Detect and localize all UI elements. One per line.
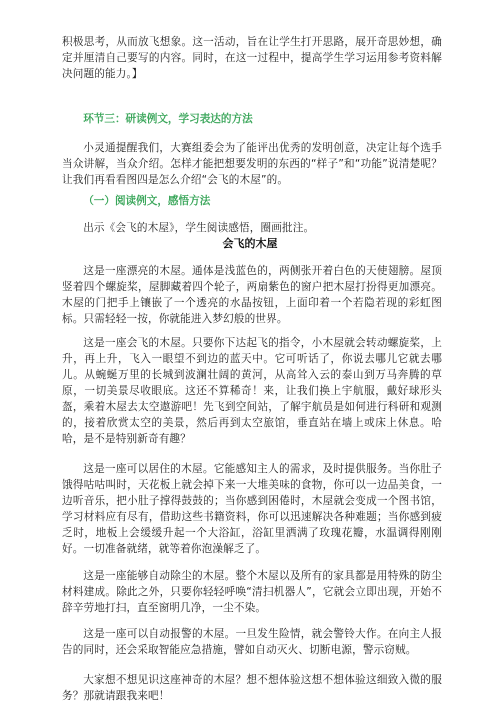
article-paragraph-1: 这是一座漂亮的木屋。通体是浅蓝色的，两侧张开着白色的天使翅膀。屋顶竖着四个螺旋桨，屋脚藏着四个轮子，两扇紫色的窗户把木屋打扮得更加漂亮。木屋的门把手上镶嵌了一个透亮的水晶按钮，上面印着一个若隐若现的彩虹图标。只需轻轻一按，你就能进入梦幻般的世界。	[62, 265, 442, 325]
intro-paragraph: 积极思考，从而放飞想象。这一活动，旨在让学生打开思路，展开奇思妙想，确定并厘清自己要写的内容。同时，在这一过程中，提高学生学习运用参考资料解决问题的能力。】	[62, 36, 442, 80]
subheading: （一）阅读例文，感悟方法	[83, 195, 211, 207]
article-title: 会飞的木屋	[222, 237, 278, 250]
section-heading: 环节三：研读例文，学习表达的方法	[83, 113, 253, 125]
article-paragraph-3: 这是一座可以居住的木屋。它能感知主人的需求，及时提供服务。当你肚子饿得咕咕叫时，天花板上就会掉下来一大堆美味的食物，你可以一边品美食，一边听音乐，把小肚子撑得鼓鼓的；当你感到困倦时，木屋就会变成一个图书馆，学习材料应有尽有，借助这些书籍资料，你可以迅速解决各种难题；当你感到疲乏时，地板上会缓缓升起一个大浴缸，浴缸里洒满了玫瑰花瓣，水温调得刚刚好。一切准备就绪，就等着你泡澡解乏了。	[62, 463, 442, 555]
instruction-text: 出示《会飞的木屋》，学生阅读感悟，圈画批注。	[83, 222, 315, 234]
article-paragraph-4: 这是一座能够自动除尘的木屋。整个木屋以及所有的家具都是用特殊的防尘材料建成。除此之外，只要你轻轻呼唤“清扫机器人”，它就会立即出现，开始不辞辛劳地打扫，直至窗明几净，一尘不染。	[62, 570, 442, 614]
article-paragraph-5: 这是一座可以自动报警的木屋。一旦发生险情，就会警铃大作。在向主人报告的同时，还会采取智能应急措施，譬如自动灭火、切断电源，警示窃贼。	[62, 628, 442, 656]
article-paragraph-2: 这是一座会飞的木屋。只要你下达起飞的指令，小木屋就会转动螺旋桨，上升，再上升，飞入一眼望不到边的蓝天中。它可听话了，你说去哪儿它就去哪儿。从蜿蜒万里的长城到波澜壮阔的黄河，从高耸入云的泰山到万马奔腾的草原，一切美景尽收眼底。这还不算稀奇！来，让我们换上宇航服，戴好球形头盔，乘着木屋去太空遨游吧！先飞到空间站，了解宇航员是如何进行科研和观测的，接着欣赏太空的美景，然后再到太空旅馆，垂直站在墙上或床上休息。哈哈，是不是特别新奇有趣？	[62, 337, 442, 445]
section-intro-paragraph: 小灵通提醒我们，大赛组委会为了能评出优秀的发明创意，决定让每个选手当众讲解，当众介绍。怎样才能把想要发明的东西的“样子”和“功能”说清楚呢？让我们再看看图四是怎么介绍“会飞的木屋”的。	[62, 142, 442, 186]
closing-paragraph: 大家想不想见识这座神奇的木屋？想不想体验这想不想体验这细致入微的服务？那就请跟我来吧！	[62, 674, 442, 702]
